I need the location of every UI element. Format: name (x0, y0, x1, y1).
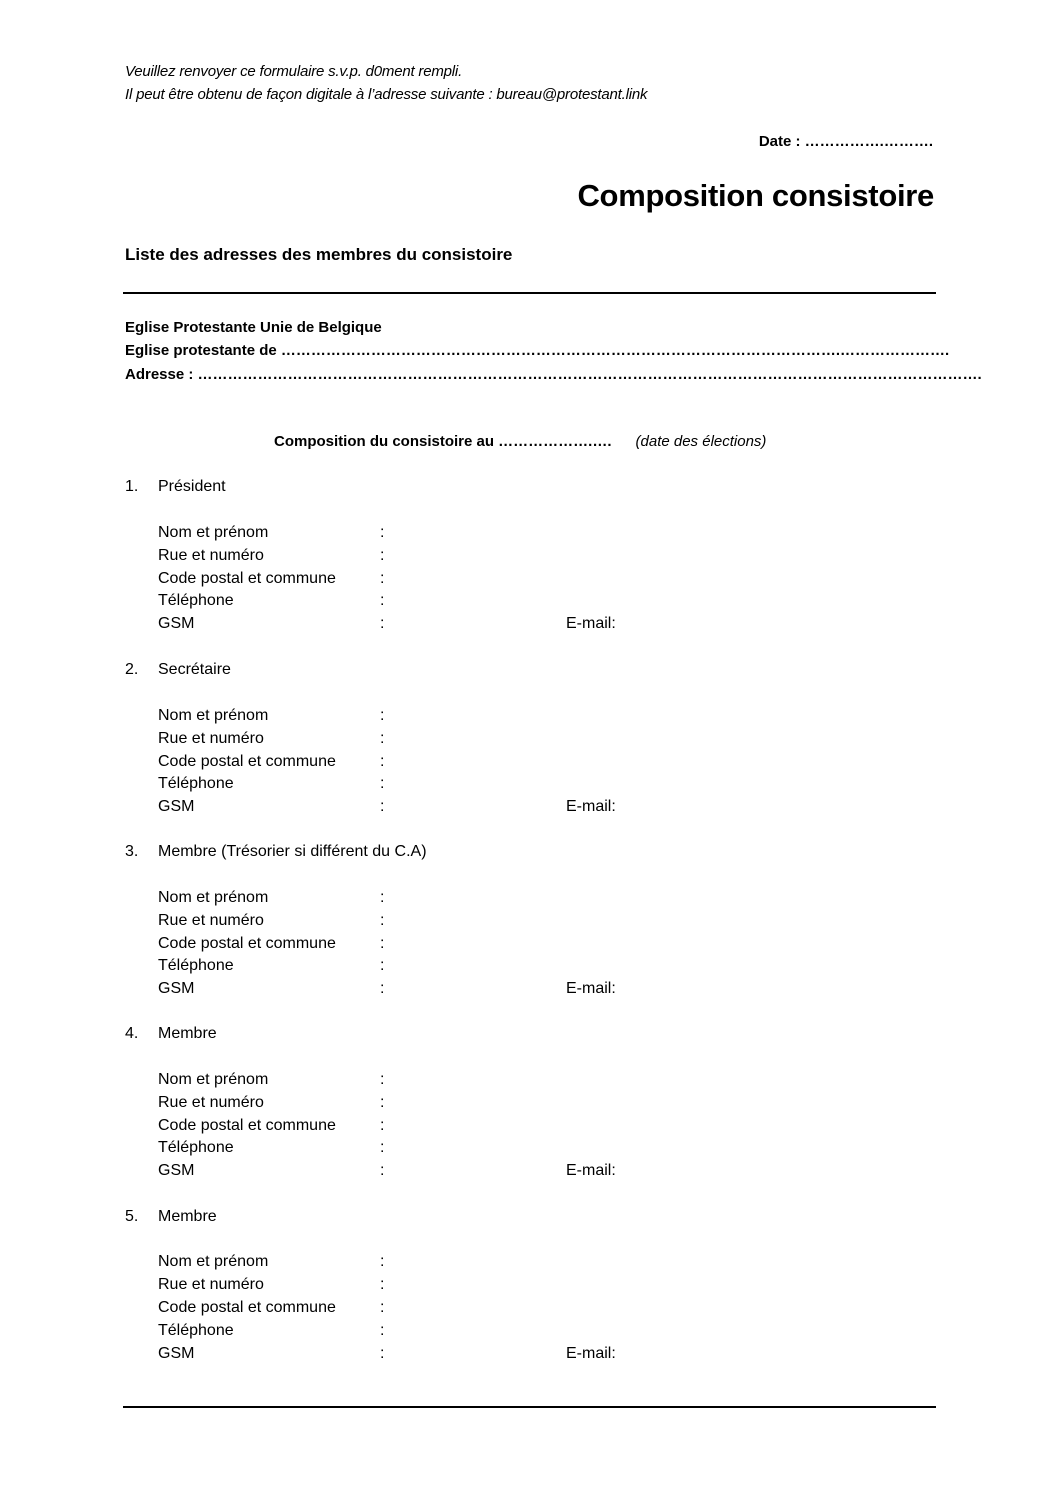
field-email-label: E-mail: (566, 798, 616, 815)
field-postal-colon: : (380, 570, 385, 587)
field-postal-label: Code postal et commune (158, 570, 336, 587)
section-heading (125, 843, 427, 861)
field-street-label: Rue et numéro (158, 912, 264, 929)
field-gsm-colon: : (380, 1345, 385, 1362)
section-number: 4. (125, 1025, 139, 1042)
field-street-label: Rue et numéro (158, 547, 264, 564)
field-phone-label: Téléphone (158, 1322, 234, 1339)
field-postal-label: Code postal et commune (158, 1299, 336, 1316)
church-address-field: Adresse : …………………………………………………………………………………………………………………………………………. (125, 366, 982, 383)
bottom-divider (123, 1406, 936, 1408)
field-email-label: E-mail: (566, 1162, 616, 1179)
church-local-field: Eglise protestante de ………………………………………………………………………………………………….…………………. (125, 342, 950, 359)
field-name-colon: : (380, 707, 385, 724)
section-title: Membre (158, 1208, 217, 1225)
field-gsm-label: GSM (158, 798, 195, 815)
field-phone-colon: : (380, 592, 385, 609)
field-street-label: Rue et numéro (158, 730, 264, 747)
field-name-label: Nom et prénom (158, 524, 269, 541)
field-street-colon: : (380, 730, 385, 747)
field-name-label: Nom et prénom (158, 889, 269, 906)
field-street-colon: : (380, 1094, 385, 1111)
field-gsm-label: GSM (158, 615, 195, 632)
field-postal-colon: : (380, 935, 385, 952)
field-name-colon: : (380, 889, 385, 906)
field-street-label: Rue et numéro (158, 1094, 264, 1111)
elections-line (274, 433, 766, 450)
field-postal-colon: : (380, 1299, 385, 1316)
member-section-1 (125, 478, 685, 648)
field-name-label: Nom et prénom (158, 1071, 269, 1088)
top-divider (123, 292, 936, 294)
church-union: Eglise Protestante Unie de Belgique (125, 319, 382, 336)
field-street-colon: : (380, 912, 385, 929)
field-gsm-colon: : (380, 798, 385, 815)
field-street-colon: : (380, 547, 385, 564)
member-section-4 (125, 1025, 685, 1195)
field-phone-label: Téléphone (158, 592, 234, 609)
field-postal-label: Code postal et commune (158, 1117, 336, 1134)
page-title: Composition consistoire (577, 178, 934, 213)
field-name-label: Nom et prénom (158, 707, 269, 724)
section-number: 2. (125, 661, 139, 678)
field-email-label: E-mail: (566, 1345, 616, 1362)
field-gsm-label: GSM (158, 980, 195, 997)
member-section-3 (125, 843, 685, 1013)
field-phone-colon: : (380, 1139, 385, 1156)
field-phone-label: Téléphone (158, 775, 234, 792)
field-street-colon: : (380, 1276, 385, 1293)
section-number: 3. (125, 843, 139, 860)
section-title: Membre (Trésorier si différent du C.A) (158, 843, 427, 860)
section-heading (125, 1208, 217, 1226)
field-phone-label: Téléphone (158, 1139, 234, 1156)
field-phone-colon: : (380, 1322, 385, 1339)
section-heading (125, 478, 226, 496)
field-name-label: Nom et prénom (158, 1253, 269, 1270)
field-gsm-colon: : (380, 980, 385, 997)
section-number: 1. (125, 478, 139, 495)
field-postal-colon: : (380, 753, 385, 770)
instruction-line-1: Veuillez renvoyer ce formulaire s.v.p. d0ment rempli. (125, 63, 463, 80)
section-title: Membre (158, 1025, 217, 1042)
field-email-label: E-mail: (566, 980, 616, 997)
field-phone-label: Téléphone (158, 957, 234, 974)
field-name-colon: : (380, 524, 385, 541)
field-phone-colon: : (380, 957, 385, 974)
field-street-label: Rue et numéro (158, 1276, 264, 1293)
field-phone-colon: : (380, 775, 385, 792)
section-heading (125, 1025, 217, 1043)
section-title: Secrétaire (158, 661, 231, 678)
elections-hint: (date des élections) (635, 433, 767, 450)
field-gsm-colon: : (380, 1162, 385, 1179)
field-postal-label: Code postal et commune (158, 753, 336, 770)
member-section-5 (125, 1208, 685, 1378)
section-title: Président (158, 478, 226, 495)
field-postal-label: Code postal et commune (158, 935, 336, 952)
elections-date-field: Composition du consistoire au ……………….…. (274, 433, 612, 450)
field-name-colon: : (380, 1071, 385, 1088)
field-postal-colon: : (380, 1117, 385, 1134)
date-field: Date : …………….………. (758, 133, 933, 150)
field-email-label: E-mail: (566, 615, 616, 632)
page-subtitle: Liste des adresses des membres du consistoire (125, 245, 513, 264)
section-number: 5. (125, 1208, 139, 1225)
field-gsm-label: GSM (158, 1162, 195, 1179)
field-gsm-label: GSM (158, 1345, 195, 1362)
instruction-line-2: Il peut être obtenu de façon digitale à l’adresse suivante : bureau@protestant.link (125, 86, 648, 103)
member-section-2 (125, 661, 685, 831)
section-heading (125, 661, 231, 679)
field-name-colon: : (380, 1253, 385, 1270)
field-gsm-colon: : (380, 615, 385, 632)
